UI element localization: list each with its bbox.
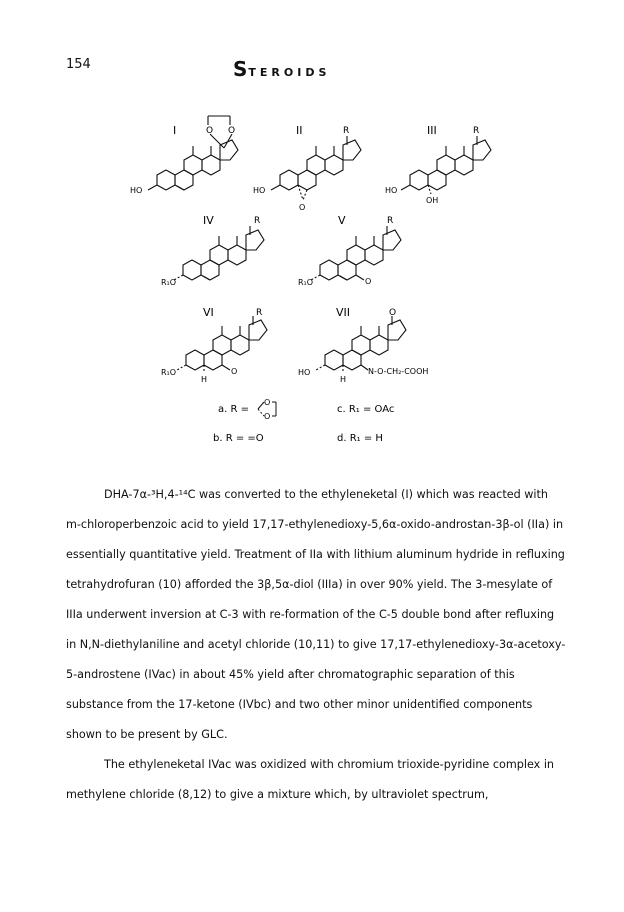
body-text (66, 480, 566, 810)
compound-VI-r: R (256, 308, 263, 318)
legend-a-ring-o-top: O (264, 398, 271, 407)
compound-VI-h: H (201, 375, 208, 384)
compound-V-label: V (338, 214, 346, 227)
compound-III-r: R (473, 126, 480, 136)
compound-VII-oxime: N-O-CH₂-COOH (368, 367, 429, 376)
compound-VII-h: H (340, 375, 347, 384)
compound-II-epoxide-o: O (299, 203, 306, 212)
compound-III-ho: HO (385, 186, 398, 195)
compound-I-ho: HO (130, 186, 143, 195)
compound-VII-label: VII (336, 306, 351, 319)
compound-III-oh: OH (426, 196, 439, 205)
compound-I (148, 116, 238, 190)
compound-V (311, 226, 401, 280)
legend-c: c. R₁ = OAc (337, 404, 395, 415)
compound-V-r1o: R₁O (298, 278, 314, 287)
compound-IV-r: R (254, 216, 261, 226)
legend-a-prefix: a. R = (218, 404, 249, 415)
compound-II-label: II (296, 124, 303, 137)
compound-I-label: I (173, 124, 177, 137)
journal-title-rest: TEROIDS (248, 66, 331, 79)
compound-VII (316, 316, 406, 373)
compound-III (401, 136, 491, 194)
compound-VII-ho: HO (298, 368, 311, 377)
compound-II-r: R (343, 126, 350, 136)
body-paragraph-2: The ethyleneketal IVac was oxidized with chromium trioxide-pyridine complex in methylene chloride (8,12) to give a mixture which, by ultraviolet spectrum, (66, 758, 555, 801)
page-number: 154 (66, 57, 91, 72)
compound-VI (177, 316, 267, 373)
legend-d: d. R₁ = H (337, 433, 383, 444)
compound-II (271, 136, 361, 200)
compound-VI-ketone-o: O (231, 367, 238, 376)
compound-VI-label: VI (203, 306, 214, 319)
compound-IV-label: IV (203, 214, 214, 227)
compound-II-ho: HO (253, 186, 266, 195)
compound-III-label: III (427, 124, 437, 137)
body-paragraph-1: DHA-7α-³H,4-¹⁴C was converted to the ethyleneketal (I) which was reacted with m-chloroperbenzoic acid to yield 17,17-ethylenedioxy-5,6α-oxido-androstan-3β-ol (IIa) in essentially quantitative yield. Treatment of IIa with lithium aluminum hydride in refluxing tetrahydrofuran (10) afforded the 3β,5α-diol (IIIa) in over 90% yield. The 3-mesylate of IIIa underwent inversion at C-3 with re-formation of the C-5 double bond after refluxing in N,N-diethylaniline and acetyl chloride (10,11) to give 17,17-ethylenedioxy-3α-acetoxy-5-androstene (IVac) in about 45% yield after chromatographic separation of this substance from the 17-ketone (IVbc) and two other minor unidentified components shown to be present by GLC. (66, 488, 566, 741)
compound-VII-top-o: O (389, 308, 397, 318)
compound-V-r: R (387, 216, 394, 226)
compound-IV-r1o: R₁O (161, 278, 177, 287)
legend-a-ring-o-bottom: O (264, 412, 271, 421)
compound-V-ketone-o: O (365, 277, 372, 286)
compound-I-ketal-o-right: O (228, 126, 236, 136)
legend-b: b. R = =O (213, 433, 264, 444)
compound-IV (174, 226, 264, 280)
compound-I-ketal-o-left: O (206, 126, 214, 136)
journal-title-initial: S (233, 57, 249, 81)
compound-VI-r1o: R₁O (161, 368, 177, 377)
